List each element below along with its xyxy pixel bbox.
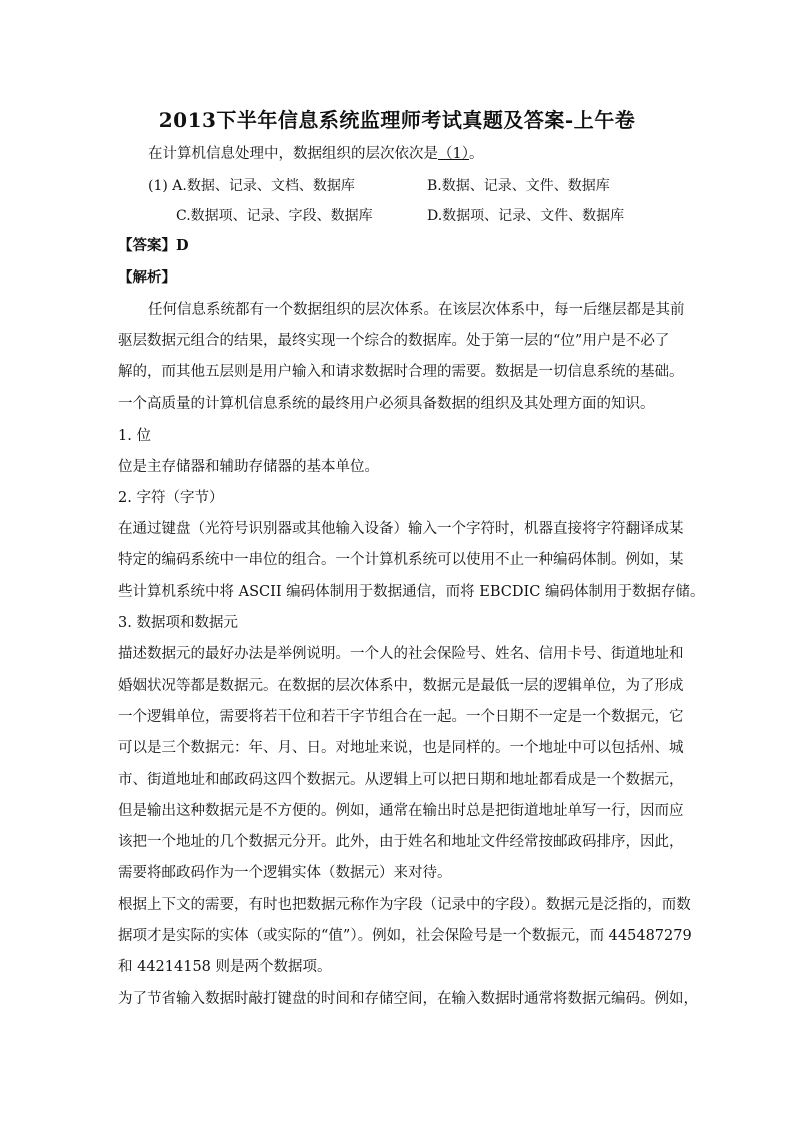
- section-heading: 1. 位: [118, 428, 151, 444]
- analysis-line: 一个高质量的计算机信息系统的最终用户必须具备数据的组织及其处理方面的知识。: [118, 396, 655, 412]
- analysis-line: 需要将邮政码作为一个逻辑实体（数据元）来对待。: [118, 865, 452, 881]
- analysis-line: 驱层数据元组合的结果，最终实现一个综合的数据库。处于第一层的“位”用户是不必了: [118, 333, 670, 349]
- question-blank: （1）: [438, 146, 469, 162]
- question-stem-end: 。: [468, 146, 484, 162]
- analysis-line: 婚姻状况等都是数据元。在数据的层次体系中，数据元是最低一层的逻辑单位，为了形成: [118, 678, 684, 694]
- option-b: B.数据、记录、文件、数据库: [427, 178, 610, 194]
- analysis-line: 位是主存储器和辅助存储器的基本单位。: [118, 459, 379, 475]
- answer-value: D: [176, 237, 189, 254]
- question-stem: [148, 144, 708, 164]
- analysis-line: 在通过键盘（光符号识别器或其他输入设备）输入一个字符时，机器直接将字符翻译成某: [118, 521, 684, 537]
- option-d: D.数据项、记录、文件、数据库: [427, 208, 625, 224]
- option-a: (1) A.数据、记录、文档、数据库: [148, 178, 355, 194]
- analysis-line: 据项才是实际的实体（或实际的“值”）。例如，社会保险号是一个数振元，而 445487279: [118, 928, 692, 944]
- question-stem-text: 在计算机信息处理中，数据组织的层次依次是: [148, 146, 438, 162]
- analysis-line: 市、街道地址和邮政码这四个数据元。从逻辑上可以把日期和地址都看成是一个数据元，: [118, 772, 684, 788]
- analysis-line: 解的，而其他五层则是用户输入和请求数据时合理的需要。数据是一切信息系统的基础。: [118, 364, 684, 380]
- analysis-line: 该把一个地址的几个数据元分开。此外，由于姓名和地址文件经常按邮政码排序，因此，: [118, 834, 684, 850]
- analysis-line: 根据上下文的需要，有时也把数据元称作为字段（记录中的字段）。数据元是泛指的，而数: [118, 897, 691, 913]
- analysis-line: 和 44214158 则是两个数据项。: [118, 959, 332, 975]
- analysis-line: 可以是三个数据元：年、月、日。对地址来说，也是同样的。一个地址中可以包括州、城: [118, 740, 684, 756]
- analysis-line: 但是输出这种数据元是不方便的。例如，通常在输出时总是把街道地址单写一行，因而应: [118, 803, 684, 819]
- analysis-line: 些计算机系统中将 ASCII 编码体制用于数据通信，而将 EBCDIC 编码体制用于数据存储。: [118, 584, 705, 600]
- section-heading: 3. 数据项和数据元: [118, 615, 238, 631]
- option-c: C.数据项、记录、字段、数据库: [176, 208, 373, 224]
- analysis-line: 为了节省输入数据时敲打键盘的时间和存储空间，在输入数据时通常将数据元编码。例如，: [118, 991, 698, 1007]
- analysis-line: 描述数据元的最好办法是举例说明。一个人的社会保险号、姓名、信用卡号、街道地址和: [118, 646, 684, 662]
- answer-label: 【答案】: [118, 237, 176, 254]
- analysis-line: 特定的编码系统中一串位的组合。一个计算机系统可以使用不止一种编码体制。例如，某: [118, 552, 684, 568]
- answer-line: [118, 236, 678, 256]
- analysis-line: 一个逻辑单位，需要将若干位和若干字节组合在一起。一个日期不一定是一个数据元，它: [118, 709, 684, 725]
- page-title: 2013下半年信息系统监理师考试真题及答案-上午卷: [158, 108, 636, 132]
- analysis-line: 任何信息系统都有一个数据组织的层次体系。在该层次体系中，每一后继层都是其前: [148, 302, 685, 318]
- analysis-label: 【解析】: [118, 269, 176, 286]
- section-heading: 2. 字符（字节）: [118, 490, 224, 506]
